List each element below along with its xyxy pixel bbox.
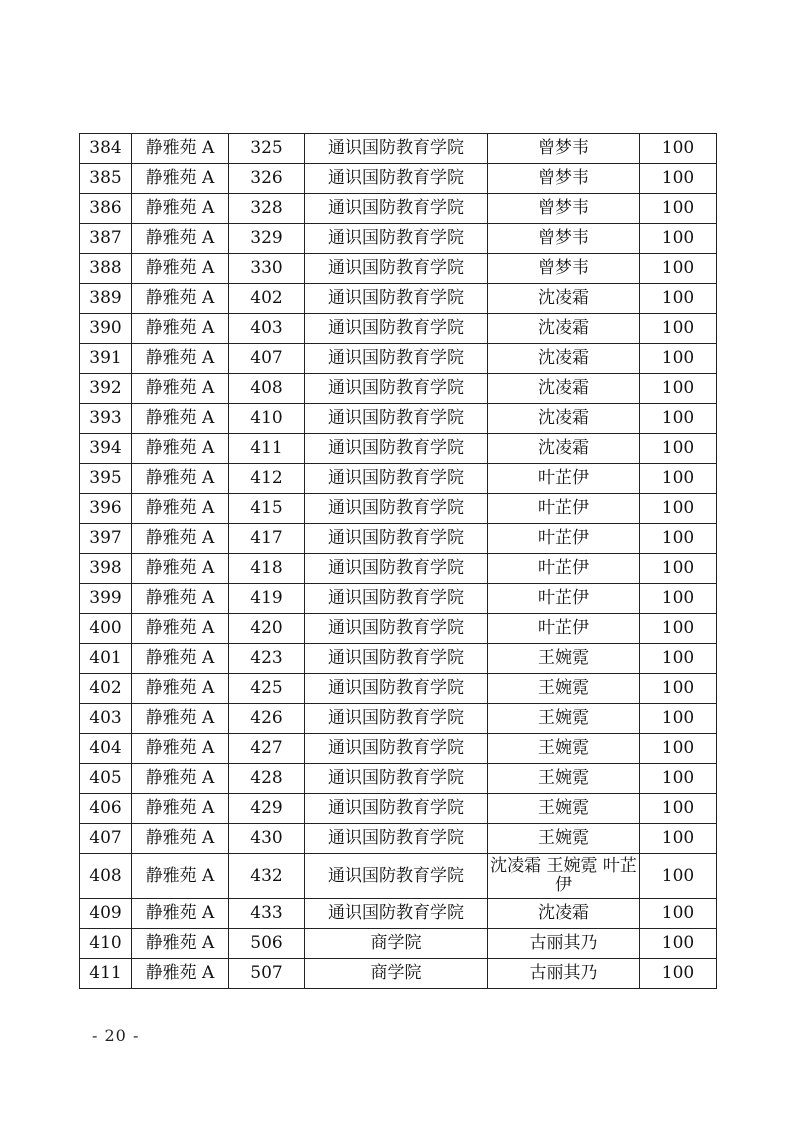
building-cell: 静雅苑 A [132,374,229,404]
table-row [80,524,717,554]
room-cell: 403 [229,314,305,344]
score-cell: 100 [640,644,717,674]
row-number-cell: 404 [80,734,132,764]
table-row [80,734,717,764]
row-number-cell: 411 [80,959,132,989]
table-row [80,254,717,284]
building-cell: 静雅苑 A [132,614,229,644]
building-cell: 静雅苑 A [132,794,229,824]
score-cell: 100 [640,374,717,404]
table-row [80,224,717,254]
row-number-cell: 398 [80,554,132,584]
table-row [80,194,717,224]
score-cell: 100 [640,194,717,224]
room-cell: 430 [229,824,305,854]
score-cell: 100 [640,764,717,794]
counselor-cell: 曾梦韦 [488,134,640,164]
row-number-cell: 401 [80,644,132,674]
college-cell: 通识国防教育学院 [305,134,488,164]
counselor-cell: 王婉霓 [488,704,640,734]
table-row [80,704,717,734]
building-cell: 静雅苑 A [132,824,229,854]
room-cell: 428 [229,764,305,794]
college-cell: 通识国防教育学院 [305,284,488,314]
college-cell: 通识国防教育学院 [305,464,488,494]
score-cell: 100 [640,284,717,314]
counselor-cell: 沈凌霜 王婉霓 叶芷伊 [488,854,640,899]
counselor-cell: 叶芷伊 [488,614,640,644]
row-number-cell: 393 [80,404,132,434]
college-cell: 通识国防教育学院 [305,794,488,824]
table-row [80,824,717,854]
table-row [80,134,717,164]
room-cell: 408 [229,374,305,404]
counselor-cell: 沈凌霜 [488,314,640,344]
table-body [80,134,717,989]
counselor-cell: 王婉霓 [488,644,640,674]
row-number-cell: 387 [80,224,132,254]
score-cell: 100 [640,254,717,284]
building-cell: 静雅苑 A [132,134,229,164]
row-number-cell: 402 [80,674,132,704]
row-number-cell: 407 [80,824,132,854]
row-number-cell: 392 [80,374,132,404]
table-row [80,404,717,434]
building-cell: 静雅苑 A [132,554,229,584]
row-number-cell: 384 [80,134,132,164]
table-row [80,614,717,644]
building-cell: 静雅苑 A [132,314,229,344]
college-cell: 通识国防教育学院 [305,764,488,794]
counselor-cell: 叶芷伊 [488,554,640,584]
room-cell: 330 [229,254,305,284]
score-cell: 100 [640,404,717,434]
score-cell: 100 [640,464,717,494]
room-cell: 415 [229,494,305,524]
table-row [80,584,717,614]
counselor-cell: 沈凌霜 [488,284,640,314]
row-number-cell: 390 [80,314,132,344]
room-cell: 507 [229,959,305,989]
table-row [80,284,717,314]
counselor-cell: 曾梦韦 [488,224,640,254]
score-cell: 100 [640,854,717,899]
room-cell: 328 [229,194,305,224]
counselor-cell: 王婉霓 [488,674,640,704]
building-cell: 静雅苑 A [132,704,229,734]
college-cell: 通识国防教育学院 [305,899,488,929]
college-cell: 通识国防教育学院 [305,554,488,584]
row-number-cell: 388 [80,254,132,284]
building-cell: 静雅苑 A [132,434,229,464]
counselor-cell: 曾梦韦 [488,194,640,224]
building-cell: 静雅苑 A [132,164,229,194]
table-row [80,899,717,929]
room-cell: 425 [229,674,305,704]
table-row [80,494,717,524]
counselor-cell: 王婉霓 [488,734,640,764]
room-cell: 433 [229,899,305,929]
row-number-cell: 397 [80,524,132,554]
room-cell: 426 [229,704,305,734]
row-number-cell: 395 [80,464,132,494]
college-cell: 通识国防教育学院 [305,704,488,734]
counselor-cell: 叶芷伊 [488,524,640,554]
room-cell: 432 [229,854,305,899]
counselor-cell: 曾梦韦 [488,254,640,284]
building-cell: 静雅苑 A [132,929,229,959]
table-row [80,374,717,404]
room-cell: 417 [229,524,305,554]
building-cell: 静雅苑 A [132,344,229,374]
building-cell: 静雅苑 A [132,959,229,989]
college-cell: 通识国防教育学院 [305,164,488,194]
row-number-cell: 394 [80,434,132,464]
table-row [80,644,717,674]
data-table [79,133,717,989]
college-cell: 通识国防教育学院 [305,254,488,284]
counselor-cell: 叶芷伊 [488,464,640,494]
row-number-cell: 396 [80,494,132,524]
college-cell: 通识国防教育学院 [305,644,488,674]
score-cell: 100 [640,959,717,989]
building-cell: 静雅苑 A [132,644,229,674]
building-cell: 静雅苑 A [132,494,229,524]
room-cell: 410 [229,404,305,434]
score-cell: 100 [640,224,717,254]
college-cell: 通识国防教育学院 [305,194,488,224]
room-cell: 329 [229,224,305,254]
room-cell: 427 [229,734,305,764]
building-cell: 静雅苑 A [132,284,229,314]
score-cell: 100 [640,314,717,344]
college-cell: 通识国防教育学院 [305,224,488,254]
row-number-cell: 405 [80,764,132,794]
college-cell: 通识国防教育学院 [305,674,488,704]
building-cell: 静雅苑 A [132,224,229,254]
counselor-cell: 叶芷伊 [488,494,640,524]
building-cell: 静雅苑 A [132,464,229,494]
table-row [80,464,717,494]
college-cell: 商学院 [305,929,488,959]
building-cell: 静雅苑 A [132,674,229,704]
room-cell: 418 [229,554,305,584]
room-cell: 419 [229,584,305,614]
score-cell: 100 [640,704,717,734]
counselor-cell: 古丽其乃 [488,959,640,989]
building-cell: 静雅苑 A [132,854,229,899]
counselor-cell: 沈凌霜 [488,344,640,374]
score-cell: 100 [640,134,717,164]
table-row [80,854,717,899]
building-cell: 静雅苑 A [132,899,229,929]
college-cell: 通识国防教育学院 [305,614,488,644]
college-cell: 通识国防教育学院 [305,824,488,854]
counselor-cell: 沈凌霜 [488,899,640,929]
college-cell: 通识国防教育学院 [305,854,488,899]
score-cell: 100 [640,824,717,854]
room-cell: 325 [229,134,305,164]
building-cell: 静雅苑 A [132,524,229,554]
building-cell: 静雅苑 A [132,584,229,614]
row-number-cell: 406 [80,794,132,824]
score-cell: 100 [640,614,717,644]
college-cell: 通识国防教育学院 [305,344,488,374]
score-cell: 100 [640,164,717,194]
table-row [80,434,717,464]
room-cell: 411 [229,434,305,464]
college-cell: 通识国防教育学院 [305,434,488,464]
row-number-cell: 409 [80,899,132,929]
row-number-cell: 389 [80,284,132,314]
room-cell: 407 [229,344,305,374]
score-cell: 100 [640,899,717,929]
college-cell: 通识国防教育学院 [305,314,488,344]
counselor-cell: 沈凌霜 [488,404,640,434]
room-cell: 420 [229,614,305,644]
score-cell: 100 [640,554,717,584]
row-number-cell: 385 [80,164,132,194]
table-row [80,164,717,194]
score-cell: 100 [640,794,717,824]
counselor-cell: 古丽其乃 [488,929,640,959]
row-number-cell: 410 [80,929,132,959]
counselor-cell: 沈凌霜 [488,374,640,404]
college-cell: 通识国防教育学院 [305,734,488,764]
room-cell: 402 [229,284,305,314]
row-number-cell: 403 [80,704,132,734]
college-cell: 通识国防教育学院 [305,584,488,614]
score-cell: 100 [640,434,717,464]
room-cell: 412 [229,464,305,494]
counselor-cell: 王婉霓 [488,794,640,824]
row-number-cell: 408 [80,854,132,899]
score-cell: 100 [640,584,717,614]
college-cell: 通识国防教育学院 [305,494,488,524]
room-cell: 423 [229,644,305,674]
score-cell: 100 [640,344,717,374]
table-row [80,794,717,824]
table-row [80,674,717,704]
room-cell: 326 [229,164,305,194]
score-cell: 100 [640,494,717,524]
counselor-cell: 王婉霓 [488,824,640,854]
score-cell: 100 [640,929,717,959]
room-cell: 429 [229,794,305,824]
table-row [80,554,717,584]
building-cell: 静雅苑 A [132,254,229,284]
row-number-cell: 400 [80,614,132,644]
room-cell: 506 [229,929,305,959]
score-cell: 100 [640,524,717,554]
counselor-cell: 曾梦韦 [488,164,640,194]
table-row [80,929,717,959]
building-cell: 静雅苑 A [132,194,229,224]
college-cell: 通识国防教育学院 [305,374,488,404]
building-cell: 静雅苑 A [132,734,229,764]
table-row [80,344,717,374]
table-row [80,314,717,344]
counselor-cell: 王婉霓 [488,764,640,794]
college-cell: 商学院 [305,959,488,989]
building-cell: 静雅苑 A [132,404,229,434]
college-cell: 通识国防教育学院 [305,524,488,554]
score-cell: 100 [640,674,717,704]
counselor-cell: 叶芷伊 [488,584,640,614]
row-number-cell: 399 [80,584,132,614]
counselor-cell: 沈凌霜 [488,434,640,464]
table-row [80,764,717,794]
row-number-cell: 391 [80,344,132,374]
page-number: - 20 - [92,1026,140,1045]
row-number-cell: 386 [80,194,132,224]
college-cell: 通识国防教育学院 [305,404,488,434]
table-row [80,959,717,989]
score-cell: 100 [640,734,717,764]
building-cell: 静雅苑 A [132,764,229,794]
